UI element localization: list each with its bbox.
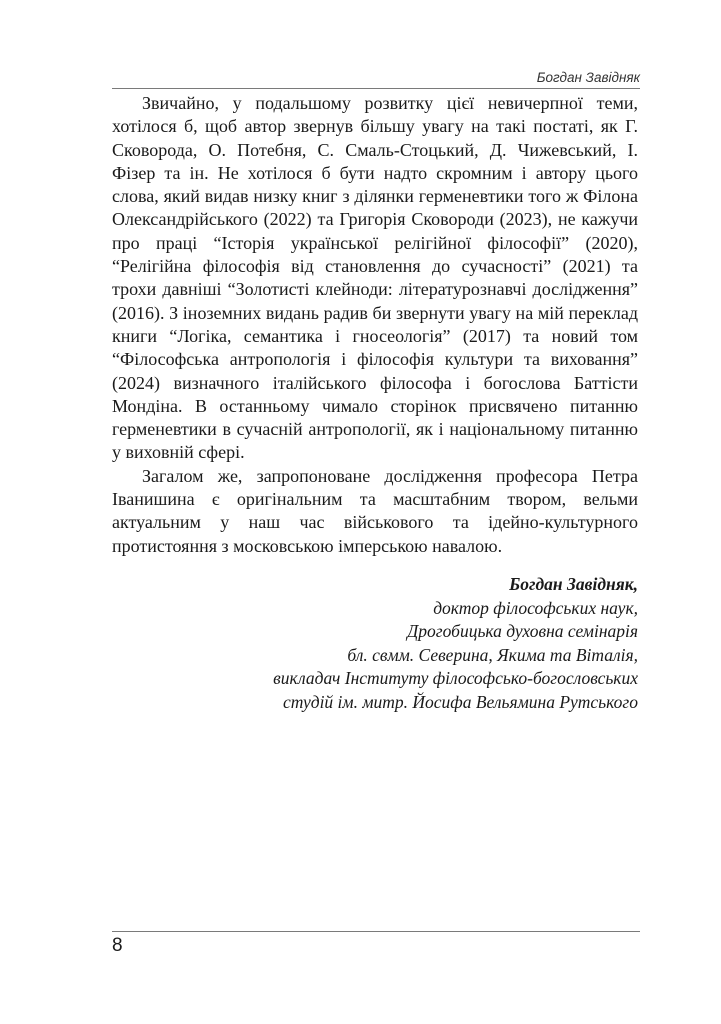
author-affiliation: викладач Інституту філософсько-богословських — [273, 668, 638, 688]
running-head: Богдан Завідняк — [536, 70, 640, 85]
paragraph: Загалом же, запропоноване дослідження професора Петра Іванишина є оригінальним та масштабним твором, вельми актуальним у наш час військового та ідейно-культурного протистояння з московською імперською навалою. — [112, 465, 638, 556]
author-name: Богдан Завідняк, — [509, 574, 638, 594]
signature-block — [200, 573, 638, 714]
author-affiliation: бл. свмм. Северина, Якима та Віталія, — [347, 644, 638, 665]
header-rule — [112, 88, 640, 89]
main-text — [112, 92, 638, 558]
footer-rule — [112, 931, 640, 932]
page-number: 8 — [112, 935, 123, 956]
paragraph: Звичайно, у подальшому розвитку цієї невичерпної теми, хотілося б, щоб автор звернув більшу увагу на такі постаті, як Г. Сковорода, О. Потебня, С. Смаль-Стоцький, Д. Чижевський, І. Фізер та ін. Не хотілося б бути надто скромним і автору цього слова, який видав низку книг з ділянки герменевтики того ж Філона Олександрійського (2022) та Григорія Сковороди (2023), не кажучи про праці “Історія української релігійної філософії” (2020), “Релігійна філософія від становлення до сучасності” (2021) та трохи давніші “Золотисті клейноди: літературознавчі дослідження” (2016). З іноземних видань радив би звернути увагу на мій переклад книги “Логіка, семантика і гносеологія” (2017) та новий том “Філософська антропологія і філософія культури та виховання” (2024) визначного італійського філософа і богослова Баттісти Мондіна. В останньому чимало сторінок присвячено питанню герменевтики в сучасній антропології, як і національному питанню у виховній сфері. — [112, 93, 638, 463]
author-credential: доктор філософських наук, — [433, 597, 638, 618]
author-affiliation: Дрогобицька духовна семінарія — [407, 621, 638, 641]
author-affiliation: студій ім. митр. Йосифа Вельямина Рутського — [283, 691, 638, 712]
